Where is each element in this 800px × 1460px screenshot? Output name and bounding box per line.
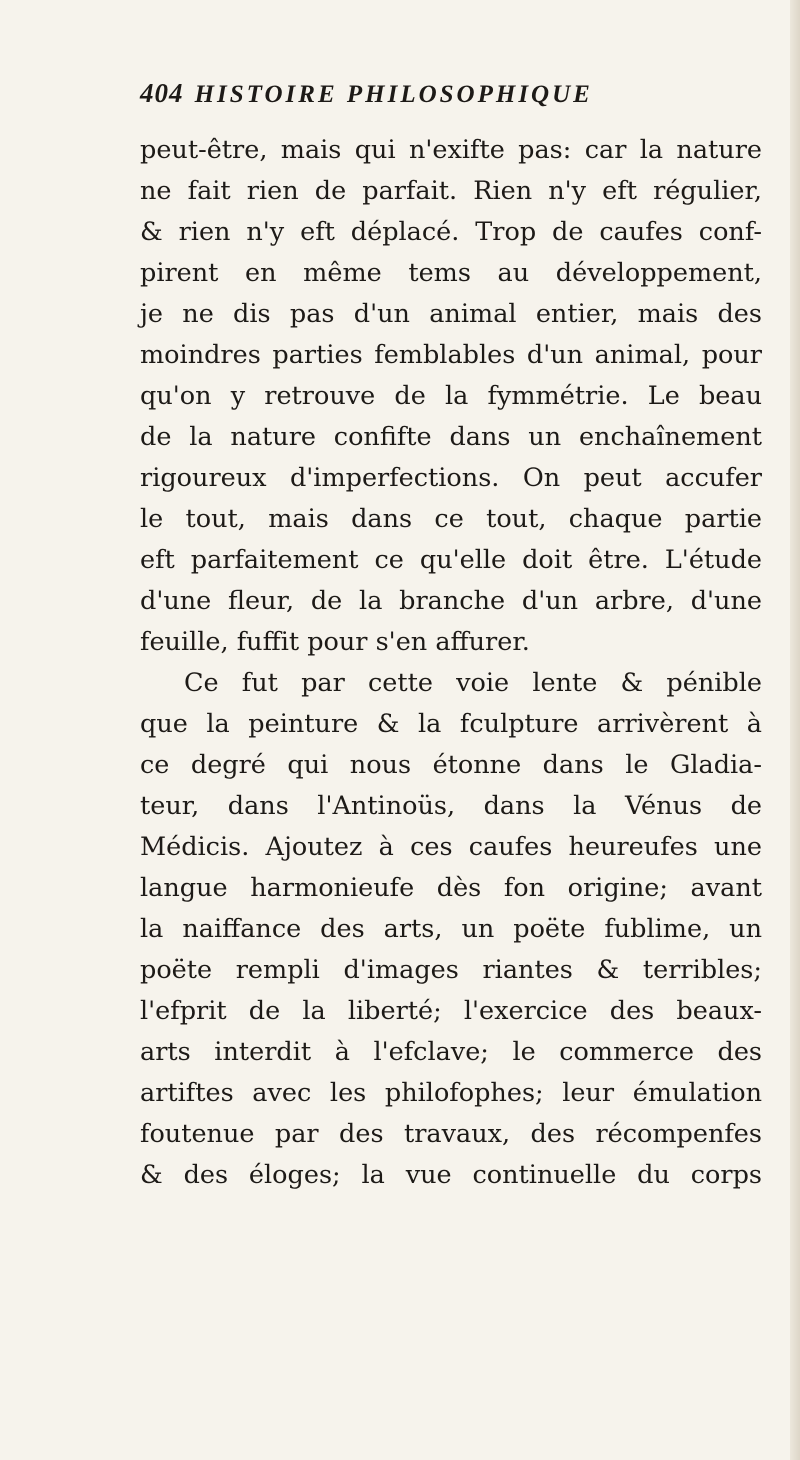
text-line: je ne dis pas d'un animal entier, mais des	[140, 299, 762, 329]
text-line: le tout, mais dans ce tout, chaque partie	[140, 504, 762, 534]
running-title: HISTOIRE PHILOSOPHIQUE	[194, 81, 593, 108]
text-line: que la peinture & la fculpture arrivèrent à	[140, 709, 762, 739]
paragraph-start-line: Ce fut par cette voie lente & pénible	[184, 668, 762, 698]
text-line: l'efprit de la liberté; l'exercice des beaux-	[140, 996, 762, 1026]
text-line: d'une fleur, de la branche d'un arbre, d'une	[140, 586, 762, 616]
page-edge	[790, 0, 800, 1460]
text-line: qu'on y retrouve de la fymmétrie. Le beau	[140, 381, 762, 411]
page-number: 404	[140, 78, 184, 108]
text-line: foutenue par des travaux, des récompenfes	[140, 1119, 762, 1149]
paragraph-end-line: feuille, fuffit pour s'en affurer.	[140, 627, 530, 657]
text-line: peut-être, mais qui n'exifte pas: car la nature	[140, 135, 762, 165]
text-line: & des éloges; la vue continuelle du corps	[140, 1160, 762, 1190]
running-header	[140, 78, 760, 118]
text-line: rigoureux d'imperfections. On peut accufer	[140, 463, 762, 493]
text-line: artiftes avec les philofophes; leur émulation	[140, 1078, 762, 1108]
text-line: la naiffance des arts, un poëte fublime, un	[140, 914, 762, 944]
text-line: eft parfaitement ce qu'elle doit être. L'étude	[140, 545, 762, 575]
text-line: arts interdit à l'efclave; le commerce des	[140, 1037, 762, 1067]
text-line: ne fait rien de parfait. Rien n'y eft régulier,	[140, 176, 762, 206]
text-line: poëte rempli d'images riantes & terribles;	[140, 955, 762, 985]
body-text	[140, 130, 762, 1196]
text-line: & rien n'y eft déplacé. Trop de caufes conf-	[140, 217, 762, 247]
text-line: Médicis. Ajoutez à ces caufes heureufes une	[140, 832, 762, 862]
text-line: teur, dans l'Antinoüs, dans la Vénus de	[140, 791, 762, 821]
text-line: moindres parties femblables d'un animal, pour	[140, 340, 762, 370]
text-line: pirent en même tems au développement,	[140, 258, 762, 288]
text-line: langue harmonieufe dès fon origine; avant	[140, 873, 762, 903]
text-line: ce degré qui nous étonne dans le Gladia-	[140, 750, 762, 780]
text-line: de la nature confifte dans un enchaînement	[140, 422, 762, 452]
